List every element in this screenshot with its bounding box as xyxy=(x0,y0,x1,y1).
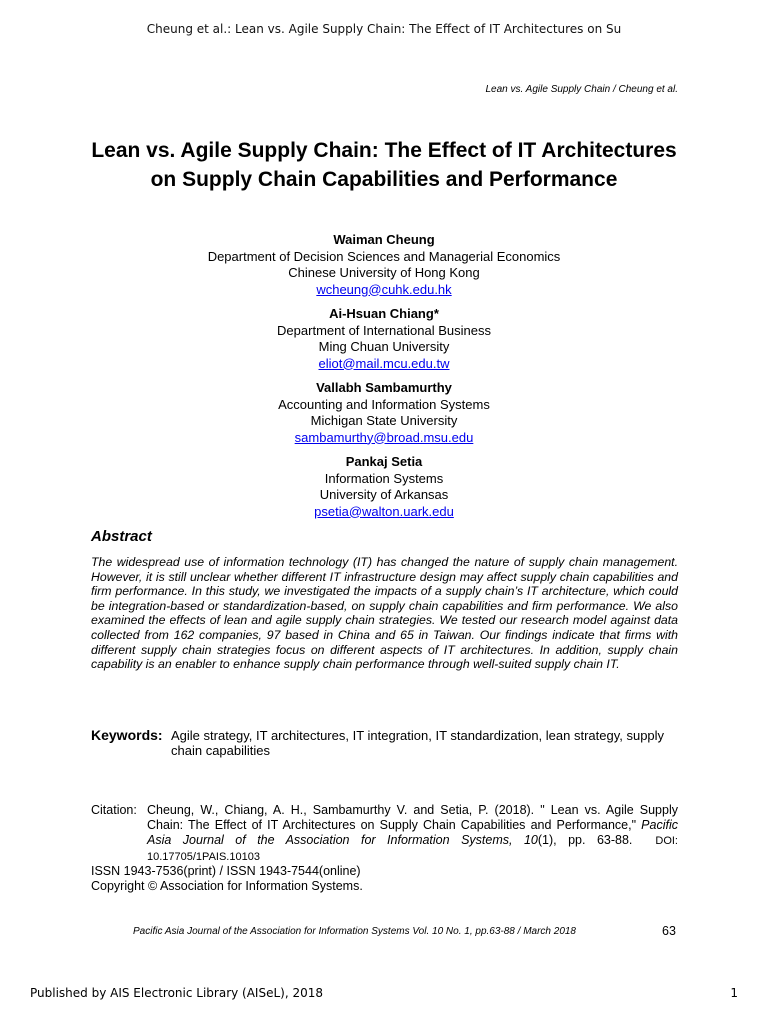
journal-short-header: Lean vs. Agile Supply Chain / Cheung et al. xyxy=(485,84,678,95)
page-number: 63 xyxy=(662,924,676,938)
author-department: Accounting and Information Systems xyxy=(278,396,490,412)
author-department: Information Systems xyxy=(324,470,444,486)
paper-title: Lean vs. Agile Supply Chain: The Effect of IT Architectures on Supply Chain Capabilities and Performance xyxy=(91,139,677,191)
author-university: University of Arkansas xyxy=(319,487,449,502)
author-name: Waiman Cheung xyxy=(333,232,435,247)
author-entry xyxy=(84,232,684,298)
author-name: Vallabh Sambamurthy xyxy=(316,380,452,395)
pdf-page-number: 1 xyxy=(730,986,738,1000)
author-entry xyxy=(84,306,684,372)
author-entry xyxy=(84,380,684,446)
author-entry xyxy=(84,454,684,520)
author-name: Ai-Hsuan Chiang* xyxy=(329,306,439,321)
citation-doi: DOI: 10.17705/1PAIS.10103 xyxy=(147,835,678,863)
citation-journal: Pacific Asia Journal of the Association for Information Systems, 10 xyxy=(147,818,678,847)
abstract-heading: Abstract xyxy=(91,528,152,545)
keywords-section xyxy=(91,728,678,758)
citation-section xyxy=(91,803,678,865)
copyright-line: Copyright © Association for Information Systems. xyxy=(91,879,363,893)
author-university: Ming Chuan University xyxy=(318,339,450,354)
keywords-text: Agile strategy, IT architectures, IT integration, IT standardization, lean strategy, supply chain capabilities xyxy=(171,728,665,758)
issn-line: ISSN 1943-7536(print) / ISSN 1943-7544(online) xyxy=(91,864,361,878)
abstract-text: The widespread use of information technology (IT) has changed the nature of supply chain management. However, it is still unclear whether different IT infrastructure design may affect supply chain capabilities and firm performance. In this study, we investigated the impacts of a supply chain’s IT architecture, which could be integration-based or standardization-based, on supply chain capabilities and firm performance. We also examined the effects of lean and agile supply chain strategies. We tested our research model against data collected from 162 companies, 97 based in China and 65 in Taiwan. Our findings indicate that firms with different supply chain strategies focus on different aspects of IT architectures. In addition, supply chain capability is an enabler to enhance supply chain performance through well-suited supply chain IT. xyxy=(91,555,678,672)
author-name: Pankaj Setia xyxy=(345,454,423,469)
author-department: Department of International Business xyxy=(277,322,491,338)
keywords-label: Keywords: xyxy=(91,727,163,743)
author-email-link[interactable]: eliot@mail.mcu.edu.tw xyxy=(318,355,450,371)
citation-issue-pages: (1), pp. 63-88. xyxy=(537,833,633,847)
author-email-link[interactable]: sambamurthy@broad.msu.edu xyxy=(294,429,474,445)
running-head: Cheung et al.: Lean vs. Agile Supply Chain: The Effect of IT Architectures on Su xyxy=(146,22,622,36)
author-department: Department of Decision Sciences and Managerial Economics xyxy=(207,248,561,264)
citation-text xyxy=(147,803,678,865)
author-university: Chinese University of Hong Kong xyxy=(288,265,480,280)
author-university: Michigan State University xyxy=(310,413,458,428)
author-block xyxy=(84,232,684,528)
author-email-link[interactable]: wcheung@cuhk.edu.hk xyxy=(316,281,452,297)
journal-footer: Pacific Asia Journal of the Association for Information Systems Vol. 10 No. 1, pp.63-88 / March 2018 xyxy=(133,926,576,937)
citation-label: Citation: xyxy=(91,803,137,817)
publisher-footer: Published by AIS Electronic Library (AISeL), 2018 xyxy=(30,986,324,1000)
citation-authors-title: Cheung, W., Chiang, A. H., Sambamurthy V. and Setia, P. (2018). " Lean vs. Agile Supply Chain: The Effect of IT Architectures on Supply Chain Capabilities and Performance," xyxy=(147,803,678,832)
author-email-link[interactable]: psetia@walton.uark.edu xyxy=(314,503,454,519)
